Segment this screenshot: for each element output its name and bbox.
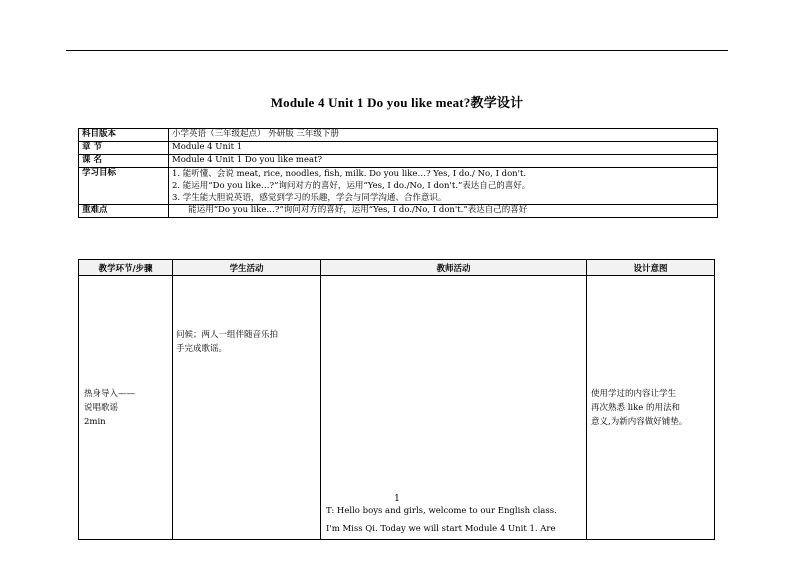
student-line: 手完成歌谣。: [176, 344, 228, 354]
info-table: [78, 128, 718, 218]
teacher-line: T: Hello boys and girls, welcome to our English class.: [326, 506, 557, 516]
info-row-chapter: [79, 142, 718, 155]
teacher-text: [326, 502, 581, 538]
info-label: 学习目标: [79, 168, 169, 205]
goal-item: 2. 能运用“Do you like…?”询问对方的喜好，运用“Yes, I do./No, I don't.”表达自己的喜好。: [172, 181, 531, 191]
goal-item: 3. 学生能大胆说英语，感觉到学习的乐趣，学会与同学沟通、合作意识。: [172, 193, 447, 203]
info-row-key-points: [79, 205, 718, 218]
design-line: 再次熟悉 like 的用法和: [591, 402, 681, 413]
document-title: Module 4 Unit 1 Do you like meat?教学设计: [270, 95, 524, 110]
page-number: 1: [394, 494, 400, 504]
column-header: 教学环节/步骤: [79, 260, 173, 276]
info-label: 重难点: [79, 205, 169, 218]
column-header: 设计意图: [587, 260, 715, 276]
info-row-subject: [79, 129, 718, 142]
design-line: 意义,为新内容做好铺垫。: [591, 416, 688, 427]
info-value: Module 4 Unit 1: [169, 142, 718, 155]
step-line: 2min: [84, 416, 106, 427]
goals-list: [169, 168, 718, 205]
column-header: 教师活动: [321, 260, 587, 276]
student-line: 问候；两人一组伴随音乐拍: [176, 330, 279, 340]
column-header: 学生活动: [173, 260, 321, 276]
info-label: 章 节: [79, 142, 169, 155]
design-line: 使用学过的内容让学生: [591, 388, 677, 399]
header-rule: [66, 50, 728, 51]
teacher-line: I'm Miss Qi. Today we will start Module 4 Unit 1. Are: [326, 524, 556, 534]
info-row-goals: [79, 168, 718, 205]
info-label: 科目版本: [79, 129, 169, 142]
goal-item: 1. 能听懂、会说 meat, rice, noodles, fish, milk. Do you like…? Yes, I do./ No, I don't.: [172, 169, 527, 179]
info-value: Module 4 Unit 1 Do you like meat?: [169, 155, 718, 168]
step-line: 热身导入——: [84, 388, 136, 399]
info-value: 小学英语（三年级起点） 外研版 三年级下册: [169, 129, 718, 142]
info-value: 能运用“Do you like…?”询问对方的喜好，运用“Yes, I do./No, I don't.”表达自己的喜好: [169, 205, 718, 218]
step-line: 说唱歌谣: [84, 402, 119, 413]
lesson-table-header: [79, 260, 715, 276]
info-label: 课 名: [79, 155, 169, 168]
info-row-lesson: [79, 155, 718, 168]
